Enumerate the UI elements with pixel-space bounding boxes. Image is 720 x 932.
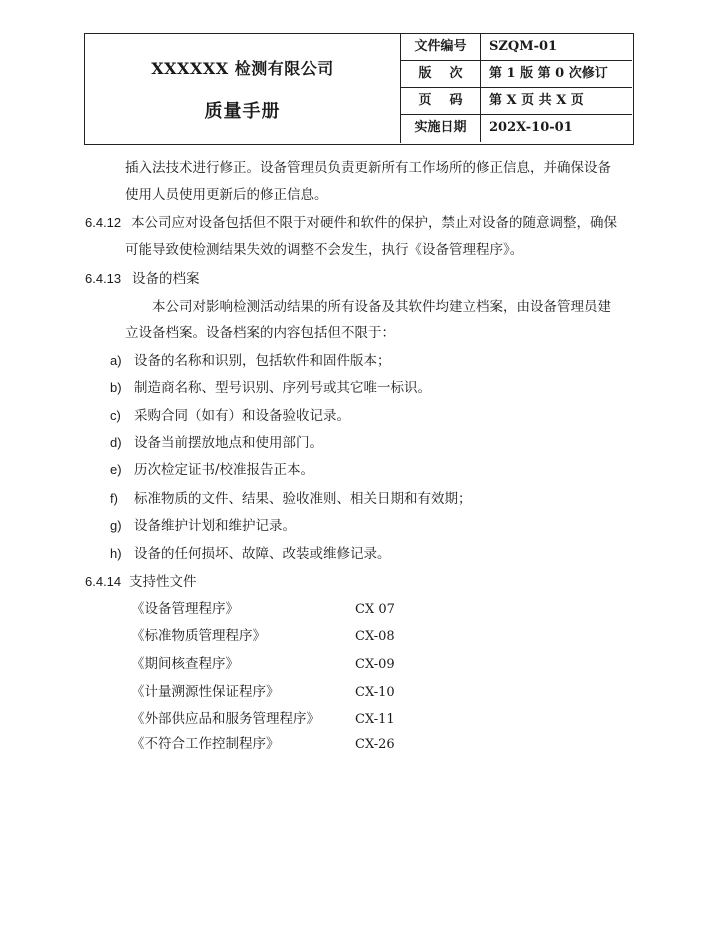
doc-name: 《期间核查程序》 <box>131 656 239 672</box>
section-title: 设备的档案 <box>132 271 200 287</box>
list-item: 设备的名称和识别，包括软件和固件版本； <box>134 353 391 369</box>
doc-name: 《标准物质管理程序》 <box>131 628 266 644</box>
header-row-edition <box>401 61 632 88</box>
header-row-effective-date <box>401 115 632 142</box>
header-label: 文件编号 <box>401 34 481 60</box>
doc-code: CX 07 <box>355 602 395 617</box>
list-item: 设备的任何损坏、故障、改装或维修记录。 <box>134 546 391 562</box>
list-item: 设备当前摆放地点和使用部门。 <box>134 435 323 451</box>
paragraph-line: 使用人员使用更新后的修正信息。 <box>125 187 328 203</box>
list-marker: f) <box>110 491 118 506</box>
list-marker: d) <box>110 435 122 450</box>
list-item: 标准物质的文件、结果、验收准则、相关日期和有效期； <box>134 491 472 507</box>
doc-name: 《不符合工作控制程序》 <box>131 736 280 752</box>
list-item: 设备维护计划和维护记录。 <box>134 518 296 534</box>
header-value: 202X-10-01 <box>489 120 573 135</box>
doc-name: 《外部供应品和服务管理程序》 <box>131 711 320 727</box>
section-number: 6.4.12 <box>85 215 122 230</box>
paragraph-line: 插入法技术进行修正。设备管理员负责更新所有工作场所的修正信息，并确保设备 <box>125 160 611 176</box>
list-item: 历次检定证书/校准报告正本。 <box>134 462 315 478</box>
section-number: 6.4.13 <box>85 271 122 286</box>
paragraph-line: 可能导致使检测结果失效的调整不会发生，执行《设备管理程序》。 <box>125 242 524 258</box>
header-row-page <box>401 88 632 115</box>
header-row-doc-number <box>401 34 632 61</box>
document-header-table <box>84 33 634 145</box>
doc-code: CX-09 <box>355 657 395 672</box>
list-marker: h) <box>110 546 122 561</box>
paragraph-line: 本公司应对设备包括但不限于对硬件和软件的保护，禁止对设备的随意调整，确保 <box>131 215 617 231</box>
list-marker: g) <box>110 518 122 533</box>
doc-name: 《设备管理程序》 <box>131 601 239 617</box>
list-marker: e) <box>110 462 122 477</box>
header-label: 实施日期 <box>401 115 481 142</box>
paragraph-line: 本公司对影响检测活动结果的所有设备及其软件均建立档案，由设备管理员建 <box>152 299 611 315</box>
paragraph-line: 立设备档案。设备档案的内容包括但不限于： <box>125 325 395 341</box>
doc-code: CX-08 <box>355 629 395 644</box>
header-value: 第 1 版 第 0 次修订 <box>489 66 608 81</box>
doc-name: 《计量溯源性保证程序》 <box>131 684 280 700</box>
list-marker: a) <box>110 353 122 368</box>
section-number: 6.4.14 <box>85 574 122 589</box>
header-info-cell <box>401 34 632 143</box>
company-name: XXXXXX 检测有限公司 <box>151 59 334 78</box>
doc-code: CX-10 <box>355 685 395 700</box>
header-title-cell <box>85 34 401 143</box>
header-value: SZQM-01 <box>489 39 558 54</box>
doc-code: CX-26 <box>355 737 395 752</box>
list-marker: c) <box>110 408 121 423</box>
list-item: 制造商名称、型号识别、序列号或其它唯一标识。 <box>134 380 431 396</box>
header-label: 页 码 <box>401 88 481 114</box>
section-title: 支持性文件 <box>129 574 197 590</box>
header-value: 第 X 页 共 X 页 <box>489 93 584 108</box>
doc-code: CX-11 <box>355 712 395 727</box>
header-label: 版 次 <box>401 61 481 87</box>
manual-title: 质量手册 <box>204 101 281 122</box>
list-marker: b) <box>110 380 122 395</box>
list-item: 采购合同（如有）和设备验收记录。 <box>134 408 350 424</box>
